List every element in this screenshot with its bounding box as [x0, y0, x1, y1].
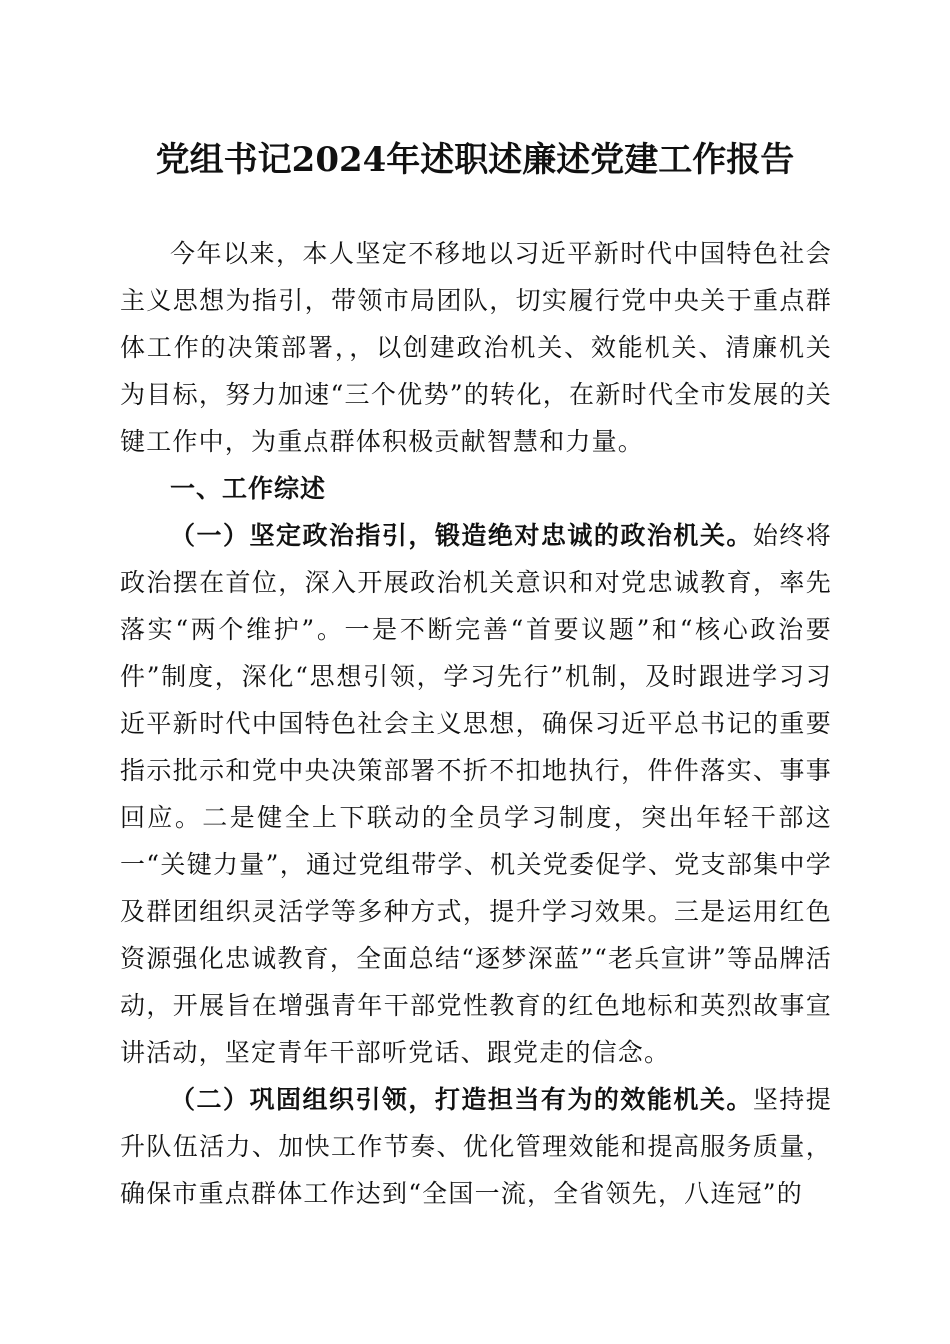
section-item-2 [120, 1076, 832, 1217]
section-heading: 一、工作综述 [170, 474, 327, 503]
intro-paragraph: 今年以来，本人坚定不移地以习近平新时代中国特色社会主义思想为指引，带领市局团队，切实履行党中央关于重点群体工作的决策部署，，以创建政治机关、效能机关、清廉机关为目标，努力加速“三个优势”的转化，在新时代全市发展的关键工作中，为重点群体积极贡献智慧和力量。 [120, 239, 832, 456]
section-item-1-lead: （一）坚定政治指引，锻造绝对忠诚的政治机关。 [170, 521, 753, 550]
document-body [120, 230, 832, 1217]
section-item-1-text: 始终将政治摆在首位，深入开展政治机关意识和对党忠诚教育，率先落实“两个维护”。一是不断完善“首要议题”和“核心政治要件”制度，深化“思想引领，学习先行”机制，及时跟进学习习近平新时代中国特色社会主义思想，确保习近平总书记的重要指示批示和党中央决策部署不折不扣地执行，件件落实、事事回应。二是健全上下联动的全员学习制度，突出年轻干部这一“关键力量”，通过党组带学、机关党委促学、党支部集中学及群团组织灵活学等多种方式，提升学习效果。三是运用红色资源强化忠诚教育，全面总结“逐梦深蓝”“老兵宣讲”等品牌活动，开展旨在增强青年干部党性教育的红色地标和英烈故事宣讲活动，坚定青年干部听党话、跟党走的信念。 [120, 521, 832, 1067]
section-item-2-text: 坚持提升队伍活力、加快工作节奏、优化管理效能和提高服务质量，确保市重点群体工作达到“全国一流，全省领先，八连冠”的 [120, 1085, 832, 1208]
section-item-2-lead: （二）巩固组织引领，打造担当有为的效能机关。 [170, 1085, 753, 1114]
document-title: 党组书记2024年述职述廉述党建工作报告 [155, 140, 795, 180]
section-item-1 [120, 512, 832, 1076]
